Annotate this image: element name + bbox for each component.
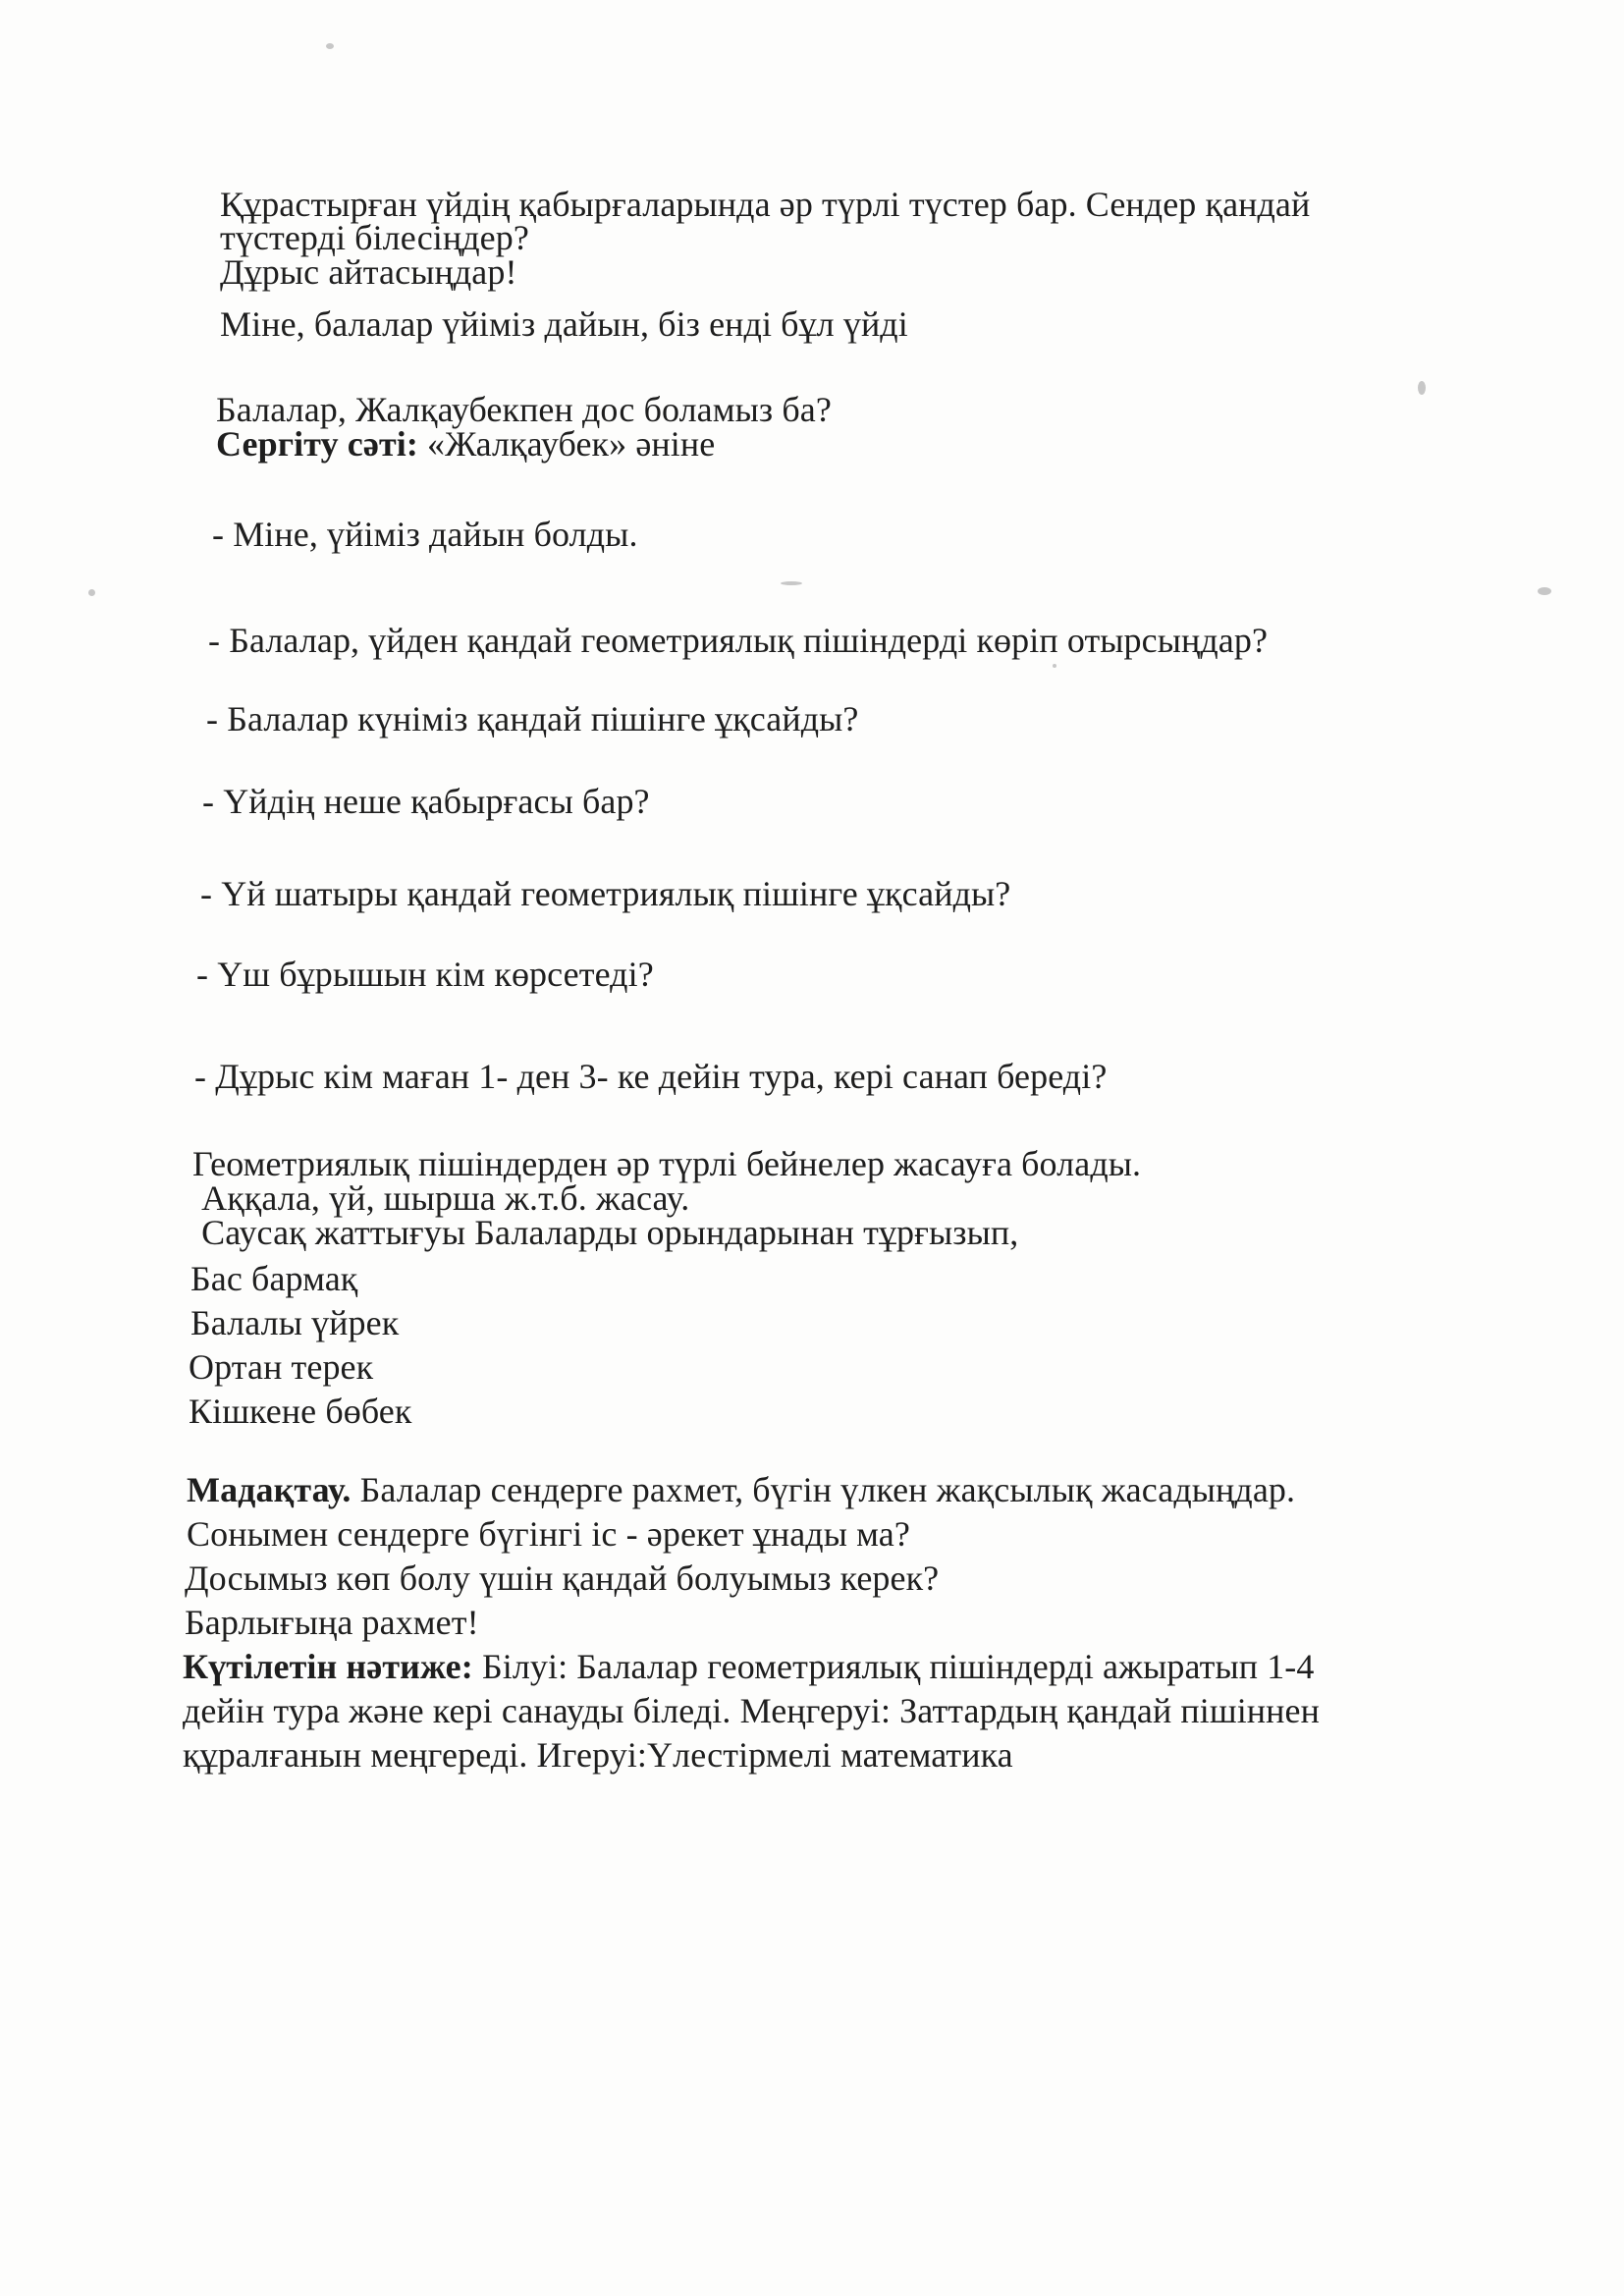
refresh-moment-label: Сергіту сәті:: [216, 424, 418, 464]
text-line-13: құралғанын меңгереді. Игеруі:Үлестірмелі математика: [183, 1735, 1013, 1775]
refresh-moment-text: «Жалқаубек» әніне: [417, 424, 716, 464]
finger-game-line-2: Балалы үйрек: [190, 1303, 400, 1342]
text-line-5: Балалар, Жалқаубекпен дос боламыз ба?: [216, 390, 832, 429]
scan-speck: [781, 581, 802, 585]
text-line-3: Дұрыс айтасыңдар!: [220, 252, 517, 292]
text-line-4: Міне, балалар үйіміз дайын, біз енді бұл үйді: [220, 304, 908, 344]
expected-result-label: Күтілетін нәтиже:: [183, 1647, 473, 1686]
text-line-11: Барлығыңа рахмет!: [185, 1603, 479, 1642]
text-line-10: Досымыз көп болу үшін қандай болуымыз керек?: [185, 1558, 940, 1598]
dialogue-line-2: - Балалар, үйден қандай геометриялық пішіндерді көріп отырсыңдар?: [208, 621, 1269, 660]
text-line-2: түстерді білесіңдер?: [220, 218, 529, 257]
dialogue-line-7: - Дұрыс кім маған 1- ден 3- ке дейін тура, кері санап береді?: [194, 1057, 1108, 1096]
praise-label: Мадақтау.: [187, 1470, 352, 1509]
finger-game-line-1: Бас бармақ: [190, 1259, 358, 1298]
finger-game-line-3: Ортан терек: [189, 1347, 374, 1387]
scan-speck: [1053, 664, 1056, 668]
finger-game-line-4: Кішкене бөбек: [189, 1392, 412, 1431]
text-line-1: Құрастырған үйдің қабырғаларында әр түрлі түстер бар. Сендер қандай: [220, 185, 1311, 224]
text-line-6: Геометриялық пішіндерден әр түрлі бейнелер жасауға болады.: [192, 1144, 1142, 1183]
praise-line: [187, 1468, 1295, 1511]
praise-text: Балалар сендерге рахмет, бүгін үлкен жақсылық жасадыңдар.: [351, 1470, 1296, 1509]
dialogue-line-4: - Үйдің неше қабырғасы бар?: [202, 782, 650, 821]
text-line-8: Саусақ жаттығуы Балаларды орындарынан тұрғызып,: [192, 1213, 1019, 1252]
dialogue-line-1: - Міне, үйіміз дайын болды.: [212, 515, 638, 554]
dialogue-line-6: - Үш бұрышын кім көрсетеді?: [196, 955, 654, 994]
scan-speck: [1418, 381, 1426, 395]
text-line-7: Аққала, үй, шырша ж.т.б. жасау.: [192, 1178, 690, 1218]
text-line-12: дейін тура және кері санауды біледі. Меңгеруі: Заттардың қандай пішіннен: [183, 1691, 1320, 1730]
dialogue-line-3: - Балалар күніміз қандай пішінге ұқсайды?: [206, 699, 859, 738]
scan-speck: [88, 589, 95, 596]
scan-speck: [326, 43, 334, 49]
dialogue-line-5: - Үй шатыры қандай геометриялық пішінге ұқсайды?: [200, 874, 1011, 913]
expected-result-line: [183, 1645, 1315, 1688]
refresh-moment-line: [216, 422, 715, 465]
text-line-9: Сонымен сендерге бүгінгі іс - әрекет ұнады ма?: [187, 1514, 910, 1554]
expected-result-text: Білуі: Балалар геометриялық пішіндерді ажыратып 1-4: [472, 1647, 1315, 1686]
scan-speck: [1538, 587, 1551, 595]
